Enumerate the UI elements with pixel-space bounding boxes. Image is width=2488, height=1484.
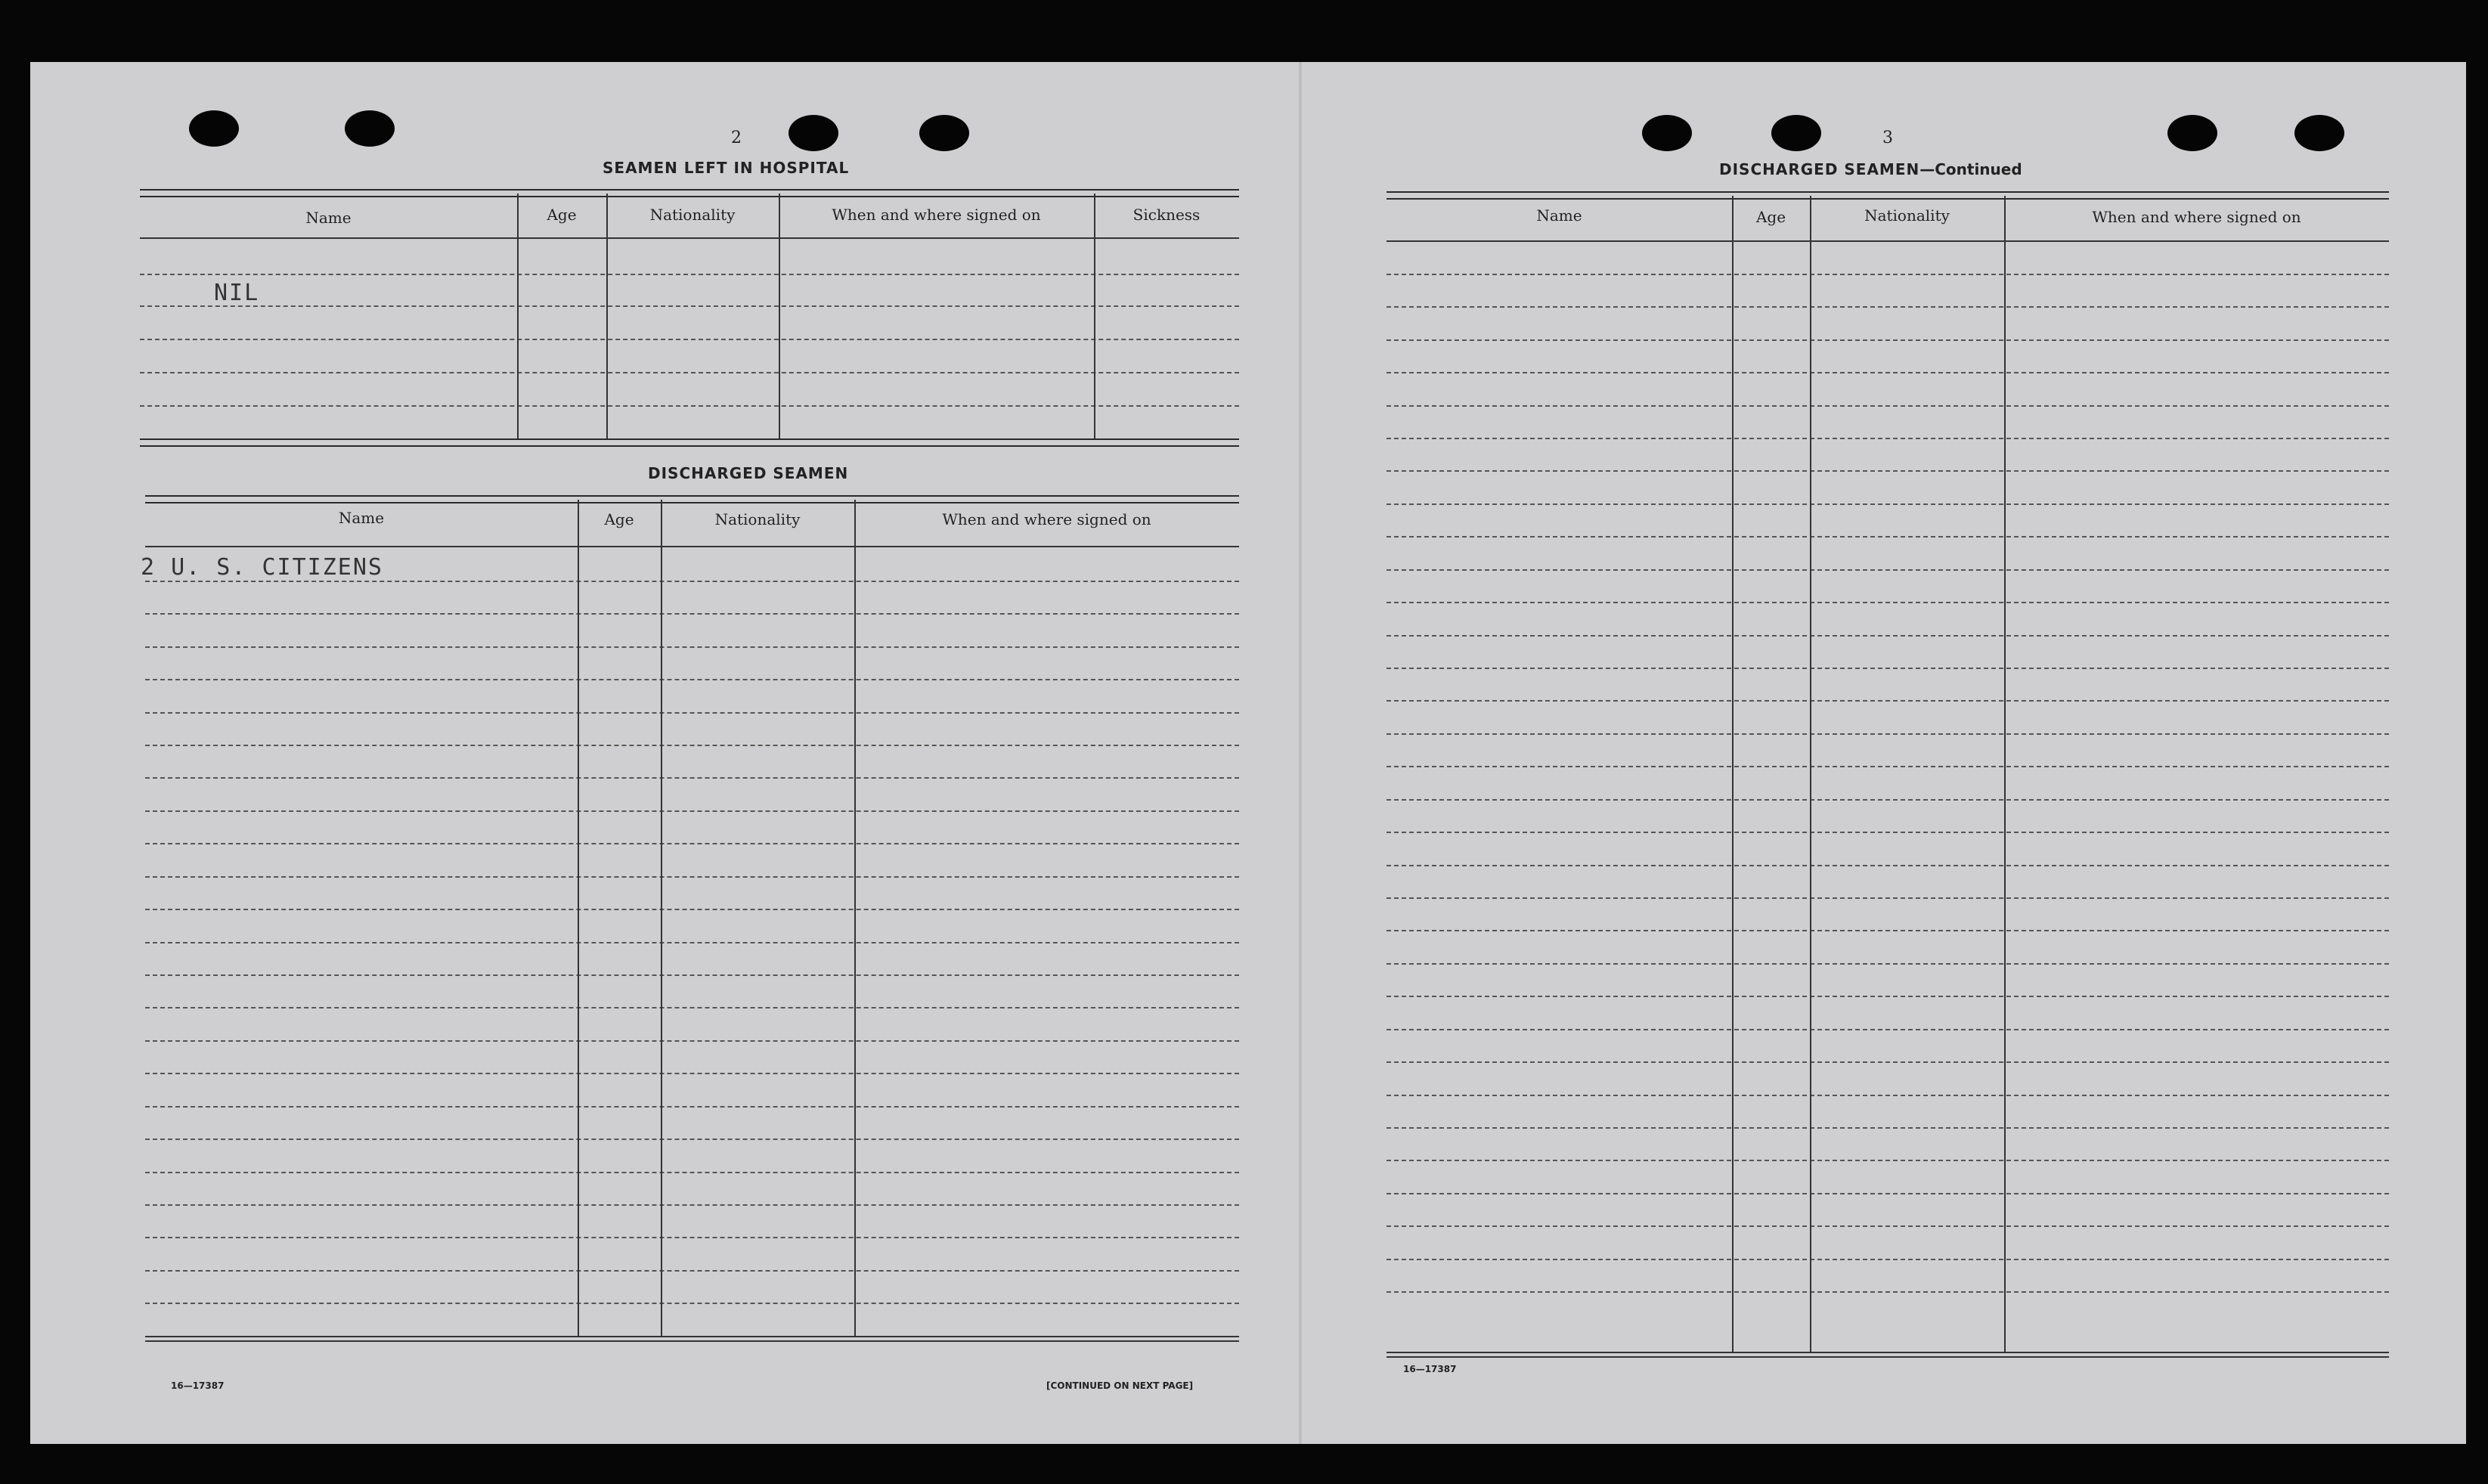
continued-suffix: —Continued <box>1919 160 2022 178</box>
page-number: 3 <box>1882 129 1893 147</box>
punch-hole <box>2294 115 2344 151</box>
discharged-continued-title <box>1719 160 2022 178</box>
punch-hole <box>345 110 395 147</box>
form-number: 16—17387 <box>171 1380 225 1391</box>
hospital-entry: NIL <box>214 280 260 306</box>
discharged-title-text: DISCHARGED SEAMEN <box>1719 160 1920 178</box>
page-fold <box>1299 62 1302 1444</box>
punch-hole <box>189 110 239 147</box>
discharged-table-left <box>141 495 1239 1380</box>
column-header-sickness: Sickness <box>1132 206 1201 224</box>
punch-hole <box>789 115 838 151</box>
column-header-age: Age <box>1755 208 1786 226</box>
form-number: 16—17387 <box>1403 1364 1457 1374</box>
hospital-section-title: SEAMEN LEFT IN HOSPITAL <box>603 159 850 177</box>
punch-hole <box>1642 115 1692 151</box>
column-header-signed-on: When and where signed on <box>942 510 1151 528</box>
page-number: 2 <box>731 129 742 147</box>
continued-note: [CONTINUED ON NEXT PAGE] <box>1046 1380 1194 1391</box>
column-header-signed-on: When and where signed on <box>2092 208 2301 226</box>
punch-hole <box>2167 115 2217 151</box>
column-header-nationality: Nationality <box>649 206 736 224</box>
column-header-age: Age <box>547 206 577 224</box>
column-header-nationality: Nationality <box>1864 206 1950 225</box>
column-header-age: Age <box>604 510 634 528</box>
column-header-nationality: Nationality <box>714 510 801 528</box>
discharged-table-right <box>1387 191 2389 1363</box>
discharged-section-title: DISCHARGED SEAMEN <box>648 464 849 482</box>
column-header-name: Name <box>1536 206 1582 225</box>
column-header-signed-on: When and where signed on <box>832 206 1041 224</box>
column-header-name: Name <box>305 209 352 227</box>
punch-hole <box>1771 115 1821 151</box>
hospital-table <box>140 189 1239 450</box>
punch-hole <box>919 115 969 151</box>
discharged-entry: 2 U. S. CITIZENS <box>141 554 383 581</box>
column-header-name: Name <box>338 509 385 527</box>
